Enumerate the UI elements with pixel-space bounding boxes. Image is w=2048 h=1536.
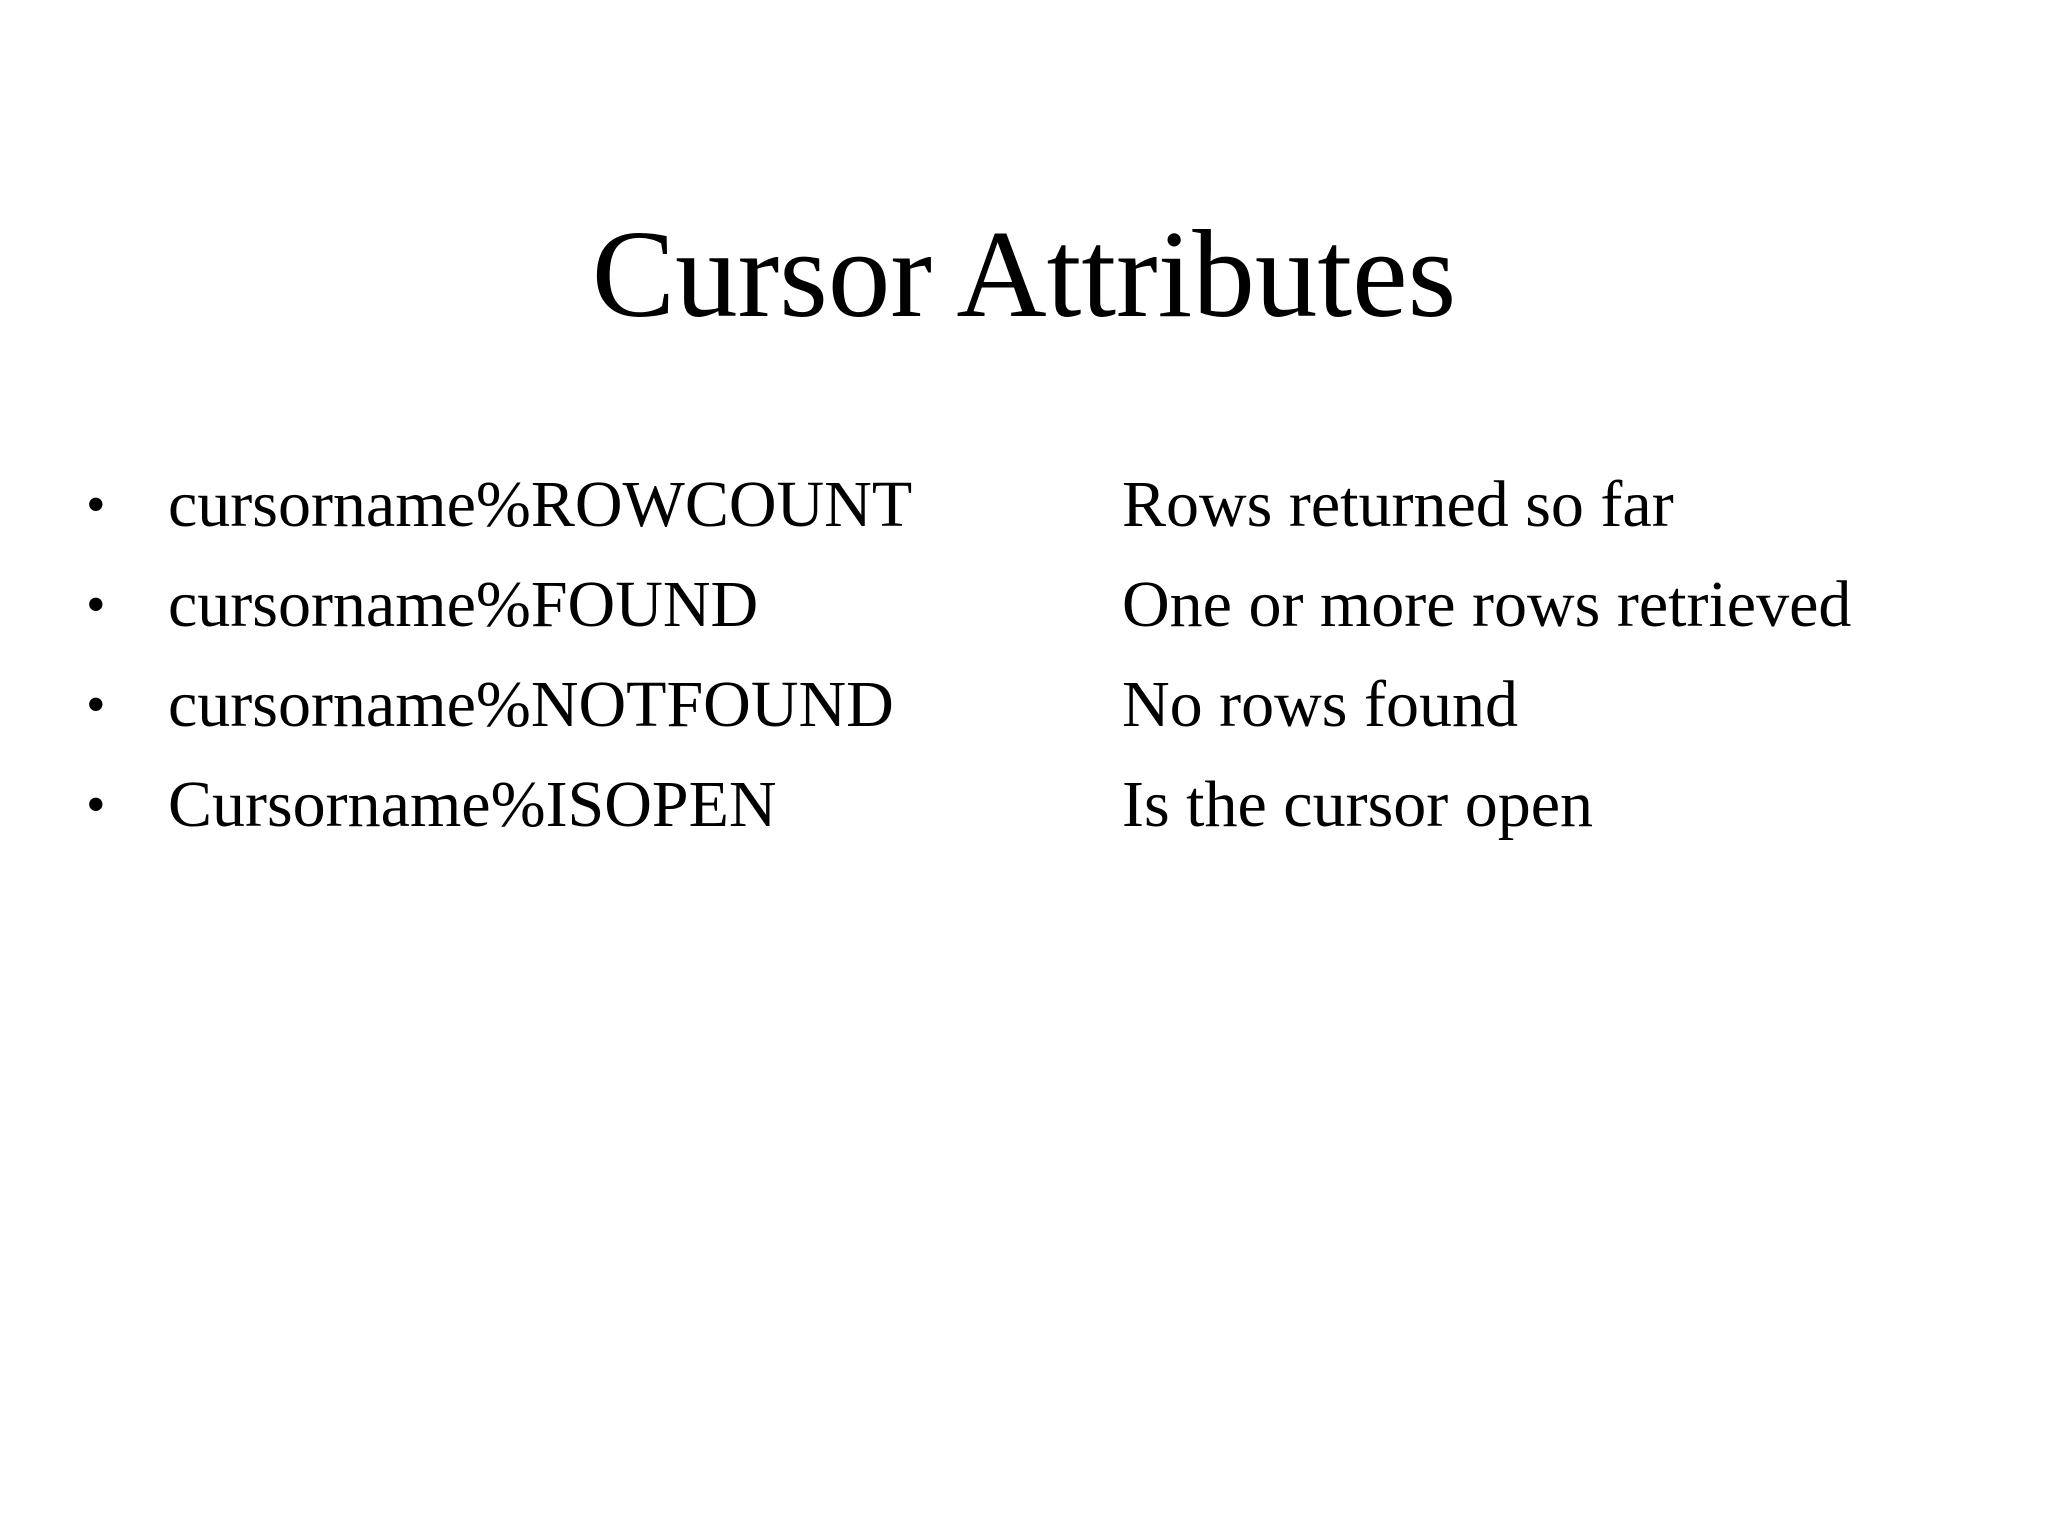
attribute-name: cursorname%NOTFOUND: [168, 668, 894, 741]
attribute-description: No rows found: [1122, 668, 1518, 741]
bullet-list: [0, 465, 2048, 865]
slide-title: Cursor Attributes: [591, 206, 1457, 344]
attribute-description: Is the cursor open: [1122, 768, 1594, 841]
bullet-icon: •: [86, 774, 106, 836]
attribute-description: Rows returned so far: [1122, 468, 1674, 541]
list-item: [0, 565, 2048, 665]
list-item: [0, 465, 2048, 565]
bullet-icon: •: [86, 674, 106, 736]
bullet-icon: •: [86, 574, 106, 636]
attribute-name: cursorname%FOUND: [168, 568, 759, 641]
bullet-icon: •: [86, 474, 106, 536]
attribute-name: cursorname%ROWCOUNT: [168, 468, 913, 541]
attribute-name: Cursorname%ISOPEN: [168, 768, 777, 841]
list-item: [0, 665, 2048, 765]
attribute-description: One or more rows retrieved: [1122, 568, 1852, 641]
list-item: [0, 765, 2048, 865]
